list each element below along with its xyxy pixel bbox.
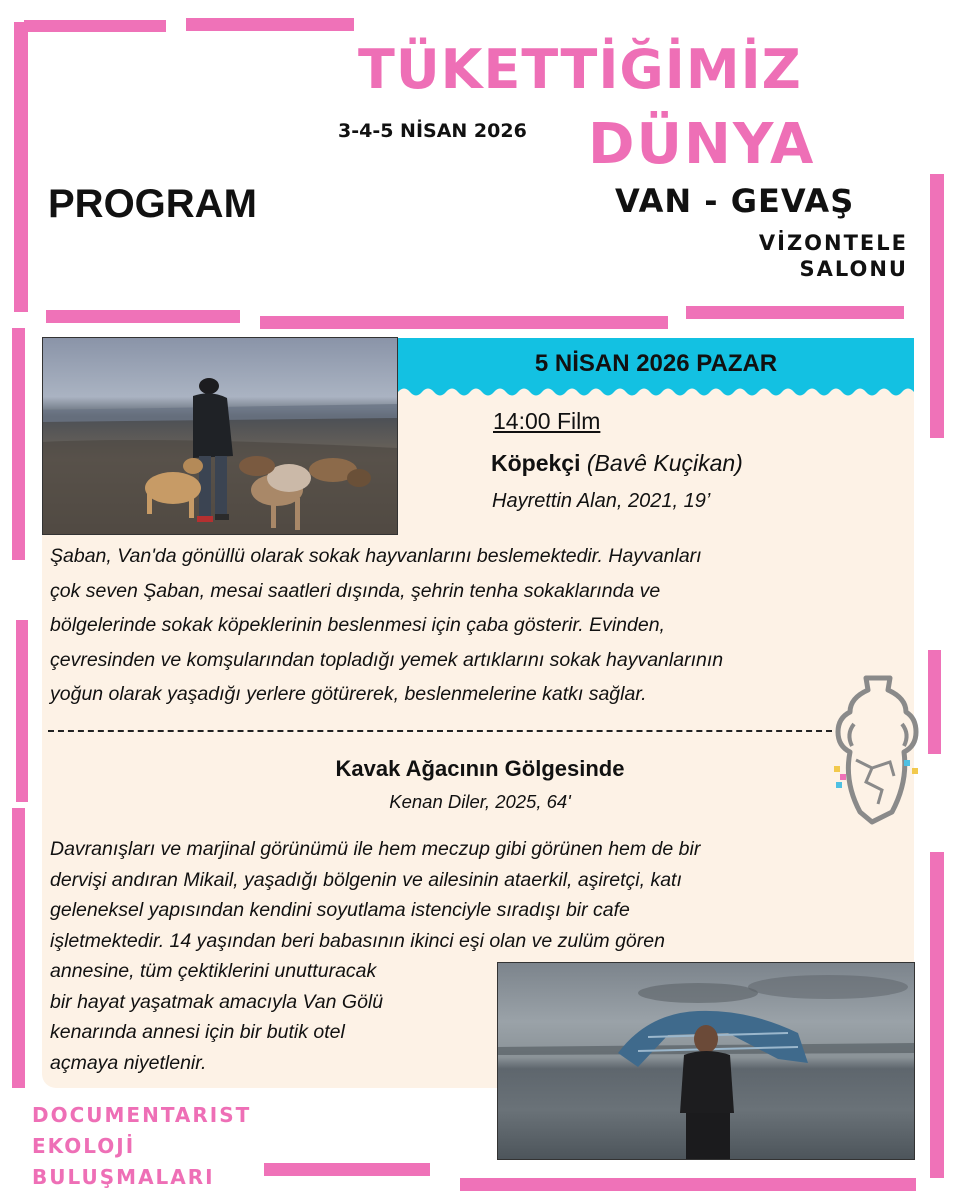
venue-name-line2: SALONU <box>799 257 908 281</box>
description-line: bir hayat yaşatmak amacıyla Van Gölü <box>50 990 384 1013</box>
description-line: dervişi andıran Mikail, yaşadığı bölgenin ve ailesinin ataerkil, aşiretçi, katı <box>50 868 682 891</box>
frame-bar-top-mid <box>186 18 354 31</box>
frame-bar-mid-2 <box>260 316 668 329</box>
screening-time: 14:00 Film <box>493 408 601 434</box>
film-still-kavak-agacinin-golgesinde <box>497 962 915 1160</box>
film-title-line <box>491 450 743 477</box>
film-credit: Hayrettin Alan, 2021, 19’ <box>492 490 711 512</box>
frame-bar-right-mid <box>928 650 941 754</box>
festival-title-line1: TÜKETTİĞİMİZ <box>358 38 802 101</box>
venue-name <box>759 230 908 282</box>
description-line: Davranışları ve marjinal görünümü ile hem meczup gibi görünen hem de bir <box>50 838 701 860</box>
frame-bar-bottom-1 <box>264 1163 430 1176</box>
organizer-logo <box>32 1100 251 1193</box>
description-line: işletmektedir. 14 yaşından beri babasının ikinci eşi olan ve zulüm gören <box>50 929 665 952</box>
frame-bar-mid-3 <box>686 306 904 319</box>
film-description-continued <box>50 956 490 1078</box>
man-with-scarf-photo-icon <box>498 963 914 1159</box>
description-line: annesine, tüm çektiklerini unutturacak <box>50 960 377 982</box>
program-heading: PROGRAM <box>48 182 257 226</box>
description-line: çevresinden ve komşularından topladığı yemek artıklarını sokak hayvanlarının <box>50 648 724 671</box>
frame-bar-bottom-2 <box>460 1178 916 1191</box>
description-line: Şaban, Van'da gönüllü olarak sokak hayvanlarını beslemektedir. Hayvanları <box>50 545 702 567</box>
organizer-logo-line1: DOCUMENTARIST <box>32 1103 252 1127</box>
venue-city: VAN - GEVAŞ <box>615 182 855 220</box>
film-title: Köpekçi <box>491 450 581 476</box>
man-with-dogs-photo-icon <box>43 338 397 534</box>
film-description <box>50 539 920 712</box>
festival-title-line2: DÜNYA <box>588 112 816 177</box>
description-line: kenarında annesi için bir butik otel <box>50 1021 345 1043</box>
film-credit: Kenan Diler, 2025, 64' <box>389 791 571 812</box>
day-date-label: 5 NİSAN 2026 PAZAR <box>534 350 778 377</box>
film-title: Kavak Ağacının Gölgesinde <box>335 756 625 781</box>
organizer-logo-line3: BULUŞMALARI <box>32 1165 215 1189</box>
frame-bar-mid-1 <box>46 310 240 323</box>
description-line: yoğun olarak yaşadığı yerlere götürerek, beslenmelerine katkı sağlar. <box>50 683 647 705</box>
section-divider <box>48 730 832 732</box>
film-description <box>50 834 910 956</box>
description-line: açmaya niyetlenir. <box>50 1051 207 1074</box>
frame-bar-right-lower <box>930 852 944 1178</box>
frame-bar-right-upper <box>930 174 944 438</box>
frame-bar-left-lower <box>12 808 25 1088</box>
organizer-logo-line2: EKOLOJİ <box>32 1134 136 1158</box>
description-line: çok seven Şaban, mesai saatleri dışında, şehrin tenha sokaklarında ve <box>50 579 661 602</box>
film-still-kopekci <box>42 337 398 535</box>
frame-bar-left-mid <box>12 328 25 560</box>
wave-edge-icon <box>398 385 914 399</box>
description-line: bölgelerinde sokak köpeklerinin beslenmesi için çaba gösterir. Evinden, <box>50 614 665 636</box>
date-banner <box>398 338 914 398</box>
frame-bar-top-left <box>24 20 166 32</box>
festival-dates: 3-4-5 NİSAN 2026 <box>338 120 527 142</box>
description-line: geleneksel yapısından kendini soyutlama istenciyle sıradışı bir cafe <box>50 899 630 921</box>
film-original-title: (Bavê Kuçikan) <box>586 450 743 476</box>
frame-bar-left-upper <box>14 22 28 312</box>
venue-name-line1: VİZONTELE <box>758 231 908 255</box>
